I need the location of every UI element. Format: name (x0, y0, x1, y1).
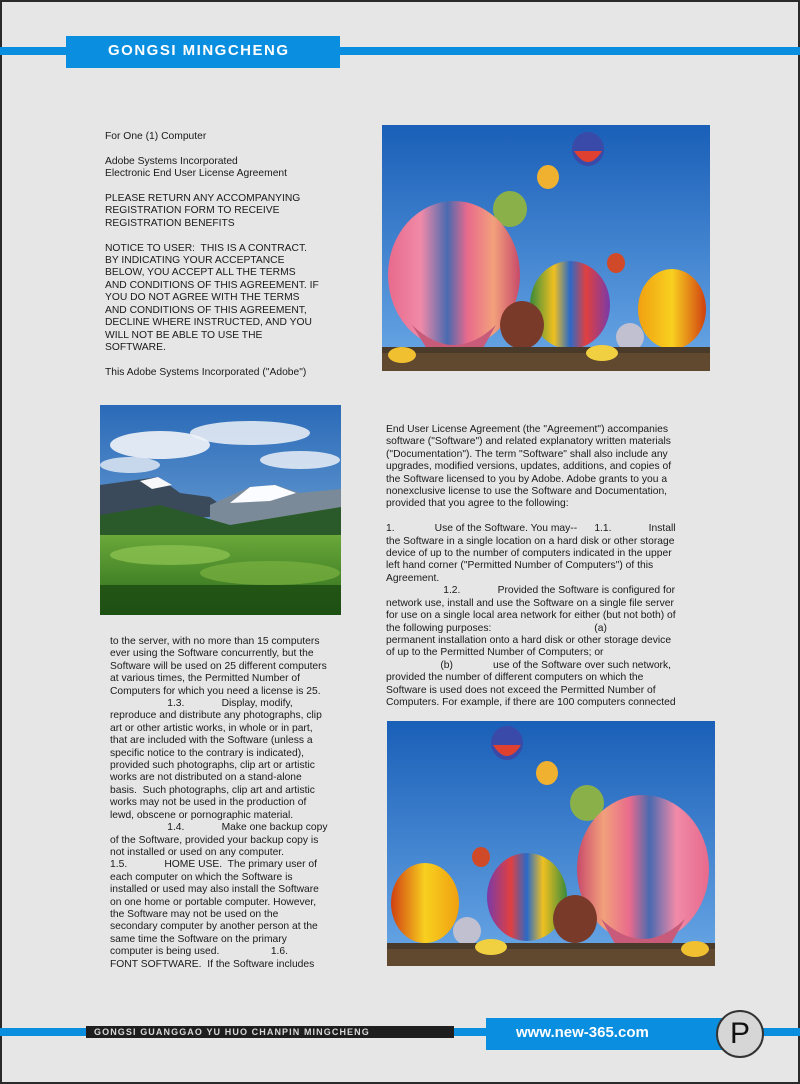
footer-strip-text: GONGSI GUANGGAO YU HUO CHANPIN MINGCHENG (94, 1027, 370, 1037)
page-badge: P (716, 1010, 764, 1058)
header-title: GONGSI MINGCHENG (108, 42, 290, 59)
text-block-agreement: End User License Agreement (the "Agreement") accompanies software ("Software") and related explanatory written materials ("Documentation"). The term "Software" shall also include any upgrades, modified versions, updates, additions, and copies of the Software licensed to you by Adobe. Adobe grants to you a nonexclusive license to use the Software and Documentation, provided that you agree to the following: 1. Use of the Software. You may-- 1.1. Install the Software in a single location on a hard disk or other storage device of up to the number of computers indicated in the upper left hand corner ("Permitted Number of Computers") of this Agreement. 1.2. Provided the Software is configured for network use, install and use the Software on a single file server for use on a single local area network for either (but not both) of the following purposes: (a) permanent installation onto a hard disk or other storage device of up to the Permitted Number of Computers; or (b) use of the Software over such network, provided the number of different computers on which the Software is used does not exceed the Permitted Number of Computers. For example, if there are 100 computers connected (386, 424, 676, 708)
text-block-terms: to the server, with no more than 15 computers ever using the Software concurrently, but the Software will be used on 25 different computers at various times, the Permitted Number of Computers for which you need a license is 25. 1.3. Display, modify, reproduce and distribute any photographs, clip art or other artistic works, in whole or in part, that are included with the Software (unless a specific notice to the contrary is indicated), provided such photographs, clip art or artistic works are not distributed on a stand-alone basis. Such photographs, clip art and artistic works may not be used in the production of lewd, obscene or pornographic material. 1.4. Make one backup copy of the Software, provided your backup copy is not installed or used on any computer. 1.5. HOME USE. The primary user of each computer on which the Software is installed or used may also install the Software on one home or portable computer. However, the Software may not be used on the secondary computer by another person at the same time the Software on the primary computer is being used. 1.6. FONT SOFTWARE. If the Software includes (110, 636, 328, 970)
photo-mountains (100, 405, 341, 615)
text-block-intro: For One (1) Computer Adobe Systems Incorporated Electronic End User License Agreement PLEASE RETURN ANY ACCOMPANYING REGISTRATION FORM TO RECEIVE REGISTRATION BENEFITS NOTICE TO USER: THIS IS A CONTRACT. BY INDICATING YOUR ACCEPTANCE BELOW, YOU ACCEPT ALL THE TERMS AND CONDITIONS OF THIS AGREEMENT. IF YOU DO NOT AGREE WITH THE TERMS AND CONDITIONS OF THIS AGREEMENT, DECLINE WHERE INSTRUCTED, AND YOU WILL NOT BE ABLE TO USE THE SOFTWARE. This Adobe Systems Incorporated ("Adobe") (105, 131, 319, 378)
photo-balloons-top (382, 125, 710, 371)
photo-balloons-bottom (387, 721, 715, 966)
footer-url[interactable]: www.new-365.com (516, 1024, 649, 1041)
